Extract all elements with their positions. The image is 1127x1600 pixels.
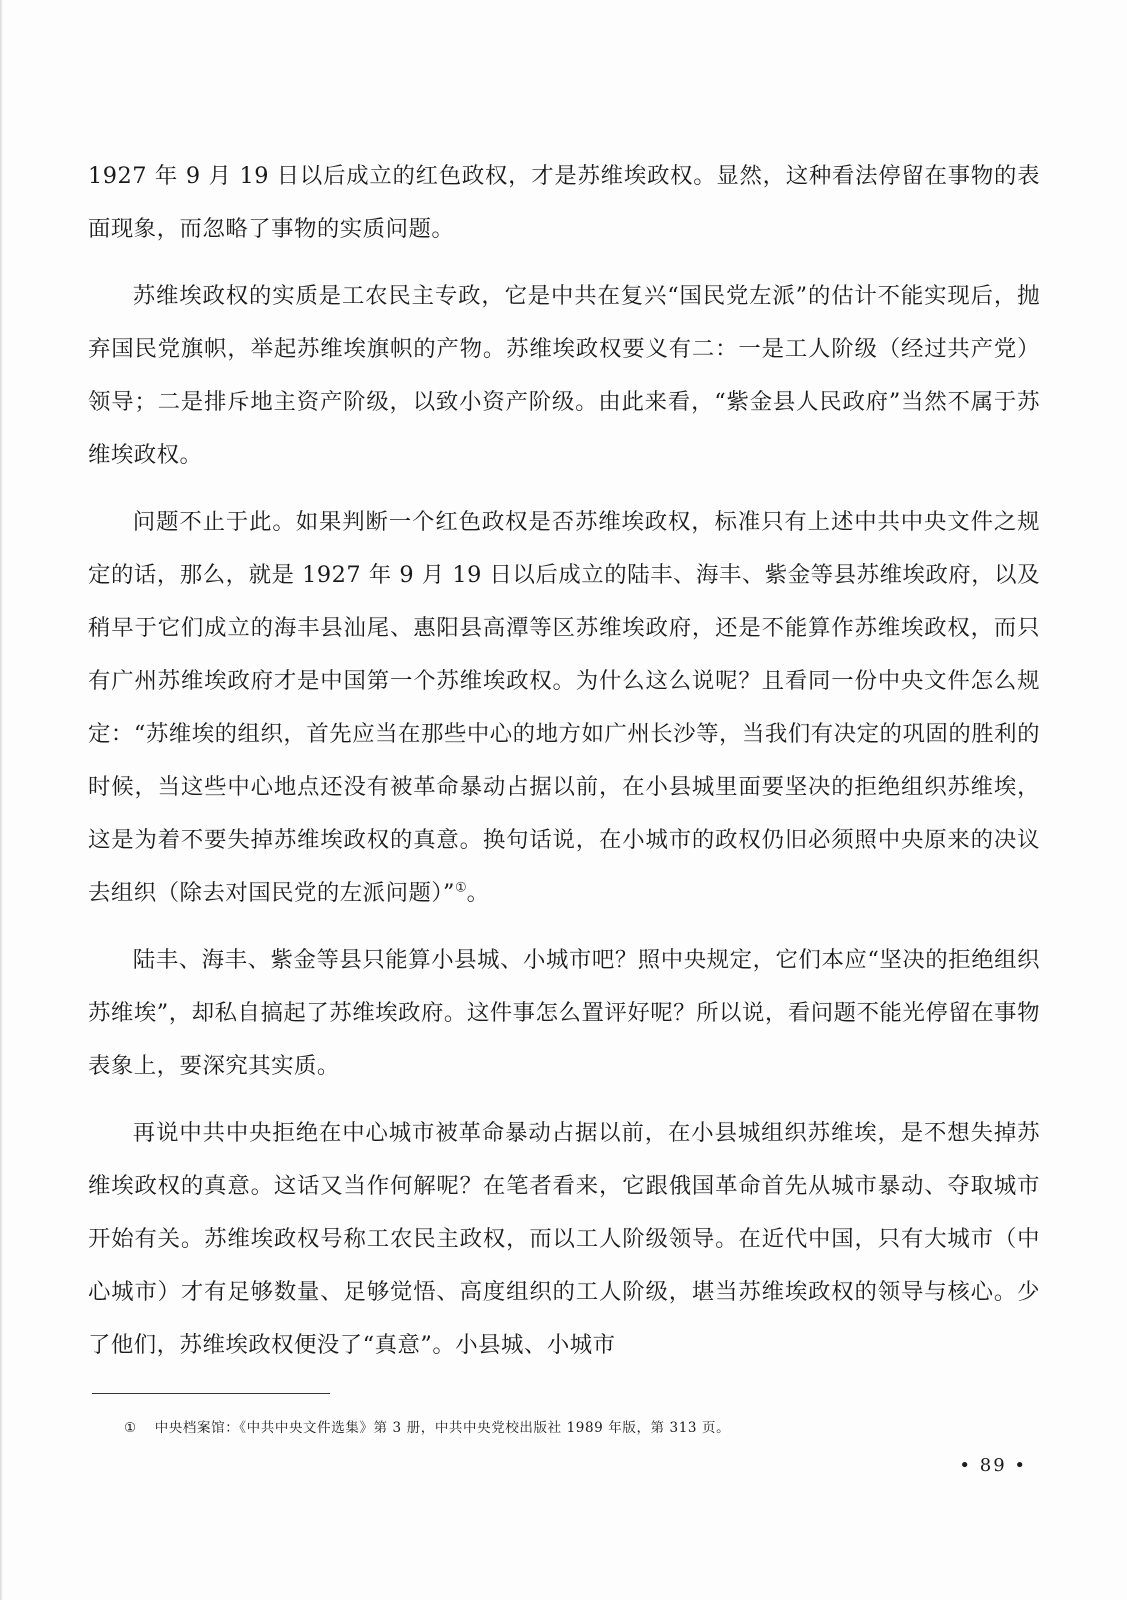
footnote-mark: ① [124,1420,137,1436]
body-text [88,150,1040,1386]
footnote-reference[interactable]: ① [455,880,467,896]
page-number: • 89 • [959,1455,1027,1476]
paragraph-5: 再说中共中央拒绝在中心城市被革命暴动占据以前，在小县城组织苏维埃，是不想失掉苏维埃政权的真意。这话又当作何解呢？在笔者看来，它跟俄国革命首先从城市暴动、夺取城市开始有关。苏维埃政权号称工农民主政权，而以工人阶级领导。在近代中国，只有大城市（中心城市）才有足够数量、足够觉悟、高度组织的工人阶级，堪当苏维埃政权的领导与核心。少了他们，苏维埃政权便没了“真意”。小县城、小城市 [88,1120,1040,1358]
paragraph-3 [88,496,1040,920]
paragraph-1: 1927 年 9 月 19 日以后成立的红色政权，才是苏维埃政权。显然，这种看法停留在事物的表面现象，而忽略了事物的实质问题。 [88,163,1040,242]
scan-edge-shadow [0,0,3,1600]
footnote-text: 中央档案馆：《中共中央文件选集》第 3 册，中共中央党校出版社 1989 年版，第 313 页。 [154,1420,731,1436]
paragraph-3-text: 问题不止于此。如果判断一个红色政权是否苏维埃政权，标准只有上述中共中央文件之规定的话，那么，就是 1927 年 9 月 19 日以后成立的陆丰、海丰、紫金等县苏维埃政府，以及稍早于它们成立的海丰县汕尾、惠阳县高潭等区苏维埃政府，还是不能算作苏维埃政权，而只有广州苏维埃政府才是中国第一个苏维埃政权。为什么这么说呢？且看同一份中央文件怎么规定：“苏维埃的组织，首先应当在那些中心的地方如广州长沙等，当我们有决定的巩固的胜利的时候，当这些中心地点还没有被革命暴动占据以前，在小县城里面要坚决的拒绝组织苏维埃，这是为着不要失掉苏维埃政权的真意。换句话说，在小城市的政权仍旧必须照中央原来的决议去组织（除去对国民党的左派问题）” [88,509,1040,906]
footnote-divider [92,1393,330,1394]
paragraph-2: 苏维埃政权的实质是工农民主专政，它是中共在复兴“国民党左派”的估计不能实现后，抛弃国民党旗帜，举起苏维埃旗帜的产物。苏维埃政权要义有二：一是工人阶级（经过共产党）领导；二是排斥地主资产阶级，以致小资产阶级。由此来看，“紫金县人民政府”当然不属于苏维埃政权。 [88,283,1040,468]
paragraph-3-tail: 。 [466,880,490,906]
footnote [124,1418,1004,1438]
paragraph-4: 陆丰、海丰、紫金等县只能算小县城、小城市吧？照中央规定，它们本应“坚决的拒绝组织苏维埃”，却私自搞起了苏维埃政府。这件事怎么置评好呢？所以说，看问题不能光停留在事物表象上，要深究其实质。 [88,947,1040,1079]
